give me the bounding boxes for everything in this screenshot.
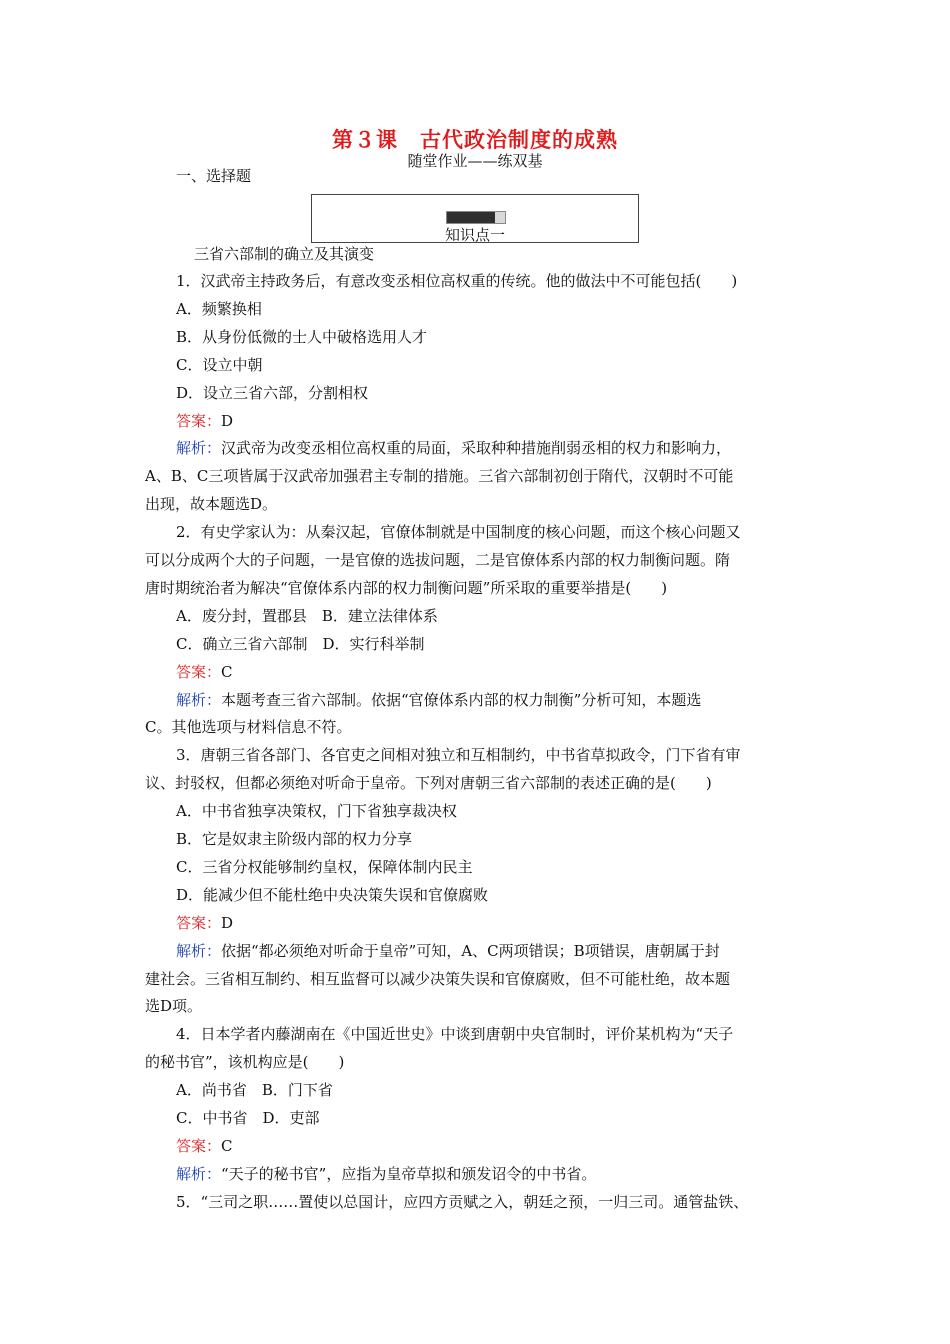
text-line <box>176 323 816 351</box>
text-line <box>145 992 785 1020</box>
line-text: 出现，故本题选D。 <box>145 495 278 514</box>
line-text: 议、封驳权，但都必须绝对听命于皇帝。下列对唐朝三省六部制的表述正确的是( ) <box>145 774 712 793</box>
line-text: 唐时期统治者为解决“官僚体系内部的权力制衡问题”所采取的重要举措是( ) <box>145 578 668 597</box>
line-text: D．能减少但不能杜绝中央决策失误和官僚腐败 <box>176 885 489 904</box>
page-subtitle: 随堂作业——练双基 <box>407 152 543 170</box>
line-text: A．尚书省 B．门下省 <box>176 1081 333 1100</box>
line-text: 建社会。三省相互制约、相互监督可以减少决策失误和官僚腐败，但不可能杜绝，故本题 <box>145 969 731 988</box>
answer-label: 答案： <box>176 1136 222 1155</box>
line-text: D <box>221 411 234 430</box>
text-line <box>176 853 816 881</box>
line-text: 1．汉武帝主持政务后，有意改变丞相位高权重的传统。他的做法中不可能包括( ) <box>176 272 738 290</box>
line-text: 可以分成两个大的子问题，一是官僚的选拔问题，二是官僚体系内部的权力制衡问题。隋 <box>145 551 731 569</box>
line-text: 2．有史学家认为：从秦汉起，官僚体制就是中国制度的核心问题，而这个核心问题又 <box>176 523 741 542</box>
line-text: B．它是奴隶主阶级内部的权力分享 <box>176 830 413 848</box>
line-text: C <box>221 1136 233 1155</box>
line-text: 本题考查三省六部制。依据“官僚体系内部的权力制衡”分析可知，本题选 <box>221 690 702 709</box>
answer-line <box>176 1132 816 1160</box>
text-line <box>176 518 816 546</box>
knowledge-point-box <box>311 194 639 243</box>
knowledge-point-bar-icon <box>446 211 506 224</box>
answer-label: 答案： <box>176 411 222 430</box>
line-text: A．废分封，置郡县 B．建立法律体系 <box>176 606 438 625</box>
analysis-label: 解析： <box>176 941 222 960</box>
line-text: 5．“三司之职……置使以总国计，应四方贡赋之入，朝廷之预，一归三司。通管盐铁、 <box>176 1192 749 1211</box>
answer-line <box>176 658 816 686</box>
line-text: D <box>221 913 234 932</box>
line-text: C．设立中朝 <box>176 355 263 374</box>
analysis-line <box>176 1160 816 1188</box>
line-text: C．三省分权能够制约皇权，保障体制内民主 <box>176 857 473 876</box>
text-line <box>176 630 816 658</box>
topic-heading: 三省六部制的确立及其演变 <box>194 245 375 263</box>
line-text: 汉武帝为改变丞相位高权重的局面，采取种种措施削弱丞相的权力和影响力， <box>221 439 732 458</box>
text-line <box>176 1104 816 1132</box>
text-line <box>176 881 816 909</box>
line-text: 选D项。 <box>145 997 203 1016</box>
text-line <box>176 797 816 825</box>
line-text: 的秘书官”，该机构应是( ) <box>145 1053 345 1072</box>
answer-label: 答案： <box>176 662 222 681</box>
page-title: 第３课 古代政治制度的成熟 <box>332 127 618 152</box>
text-line <box>145 965 785 993</box>
line-text: B．从身份低微的士人中破格选用人才 <box>176 327 428 346</box>
answer-line <box>176 909 816 937</box>
line-text: A、B、C三项皆属于汉武帝加强君主专制的措施。三省六部制初创于隋代，汉朝时不可能 <box>145 467 734 486</box>
text-line <box>176 825 816 853</box>
line-text: C。其他选项与材料信息不符。 <box>145 718 352 737</box>
section-heading: 一、选择题 <box>176 167 252 185</box>
answer-label: 答案： <box>176 913 222 932</box>
knowledge-point-label: 知识点一 <box>444 226 505 244</box>
analysis-label: 解析： <box>176 439 222 458</box>
text-line <box>176 602 816 630</box>
line-text: C．中书省 D．吏部 <box>176 1109 320 1127</box>
line-text: 4．日本学者内藤湖南在《中国近世史》中谈到唐朝中央官制时，评价某机构为“天子 <box>176 1025 734 1044</box>
line-text: C．确立三省六部制 D．实行科举制 <box>176 634 425 653</box>
line-text: “天子的秘书官”，应指为皇帝草拟和颁发诏令的中书省。 <box>221 1164 597 1183</box>
text-line <box>176 741 816 769</box>
text-line <box>145 769 785 797</box>
text-line <box>176 267 816 295</box>
text-line <box>145 462 785 490</box>
answer-line <box>176 407 816 435</box>
line-text: 3．唐朝三省各部门、各官吏之间相对独立和互相制约，中书省草拟政令，门下省有审 <box>176 746 741 765</box>
analysis-line <box>176 434 816 462</box>
text-line <box>176 351 816 379</box>
text-line <box>176 295 816 323</box>
analysis-line <box>176 686 816 714</box>
text-line <box>176 379 816 407</box>
text-line <box>176 1076 816 1104</box>
text-line <box>176 1020 816 1048</box>
text-line <box>145 1048 785 1076</box>
analysis-line <box>176 937 816 965</box>
line-text: A．频繁换相 <box>176 299 262 318</box>
line-text: C <box>221 662 233 681</box>
text-line <box>176 1188 816 1216</box>
analysis-label: 解析： <box>176 1164 222 1183</box>
text-line <box>145 546 785 574</box>
line-text: D．设立三省六部，分割相权 <box>176 383 369 402</box>
line-text: A．中书省独享决策权，门下省独享裁决权 <box>176 802 457 821</box>
text-line <box>145 713 785 741</box>
line-text: 依据“都必须绝对听命于皇帝”可知，A、C两项错误；B项错误，唐朝属于封 <box>221 941 720 960</box>
analysis-label: 解析： <box>176 690 222 709</box>
text-line <box>145 490 785 518</box>
text-line <box>145 574 785 602</box>
